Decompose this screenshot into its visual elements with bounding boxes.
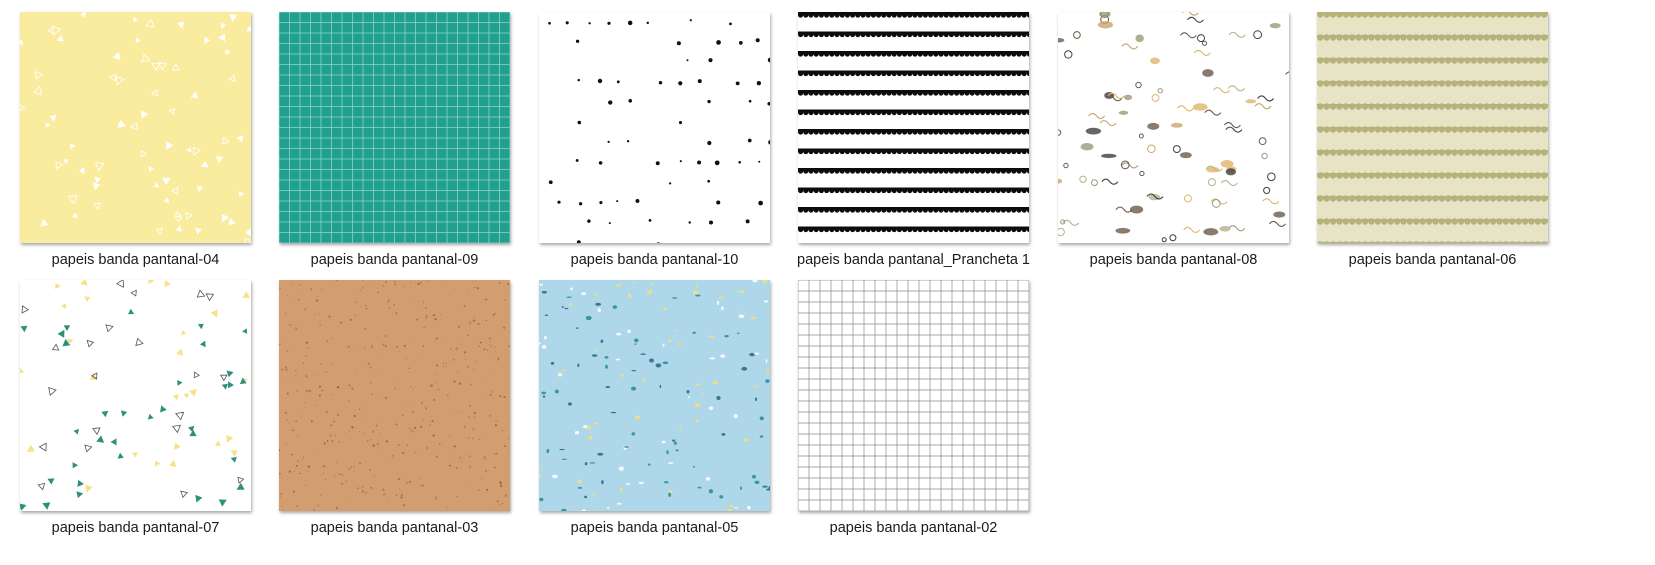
file-name[interactable]: papeis banda pantanal-09 — [310, 252, 479, 268]
file-name[interactable]: papeis banda pantanal-08 — [1089, 252, 1258, 268]
file-item[interactable] — [778, 0, 1038, 285]
file-name[interactable]: papeis banda pantanal-03 — [310, 520, 479, 536]
file-item[interactable] — [1038, 0, 1298, 285]
file-name[interactable]: papeis banda pantanal-05 — [570, 520, 739, 536]
file-item[interactable] — [0, 268, 260, 553]
thumbnail — [20, 12, 251, 243]
thumbnail — [539, 12, 770, 243]
file-name[interactable]: papeis banda pantanal-04 — [51, 252, 220, 268]
pattern-black-dots — [539, 12, 770, 243]
thumbnail — [539, 280, 770, 511]
thumbnail — [20, 280, 251, 511]
file-item[interactable] — [778, 268, 1038, 553]
pattern-scalloped-stripes — [798, 12, 1029, 243]
pattern-kraft-speckle — [279, 280, 510, 511]
pattern-animal-illustrations — [1058, 12, 1289, 243]
file-name[interactable]: papeis banda pantanal_Prancheta 1 — [797, 252, 1030, 268]
thumbnail — [1317, 12, 1548, 243]
file-name[interactable]: papeis banda pantanal-10 — [570, 252, 739, 268]
file-item[interactable] — [0, 0, 260, 285]
thumbnail — [1058, 12, 1289, 243]
file-name[interactable]: papeis banda pantanal-06 — [1348, 252, 1517, 268]
file-item[interactable] — [519, 268, 779, 553]
thumbnail — [279, 280, 510, 511]
file-item[interactable] — [259, 268, 519, 553]
pattern-yellow-triangles — [20, 12, 251, 243]
file-name[interactable]: papeis banda pantanal-02 — [829, 520, 998, 536]
pattern-thin-grid — [798, 280, 1029, 511]
pattern-mixed-triangles — [20, 280, 251, 511]
file-item[interactable] — [519, 0, 779, 285]
pattern-olive-scalloped-stripes — [1317, 12, 1548, 243]
thumbnail — [798, 12, 1029, 243]
thumbnail — [279, 12, 510, 243]
file-item[interactable] — [259, 0, 519, 285]
thumbnail — [798, 280, 1029, 511]
pattern-terrazzo — [539, 280, 770, 511]
file-item[interactable] — [1297, 0, 1557, 285]
file-name[interactable]: papeis banda pantanal-07 — [51, 520, 220, 536]
pattern-teal-grid — [279, 12, 510, 243]
